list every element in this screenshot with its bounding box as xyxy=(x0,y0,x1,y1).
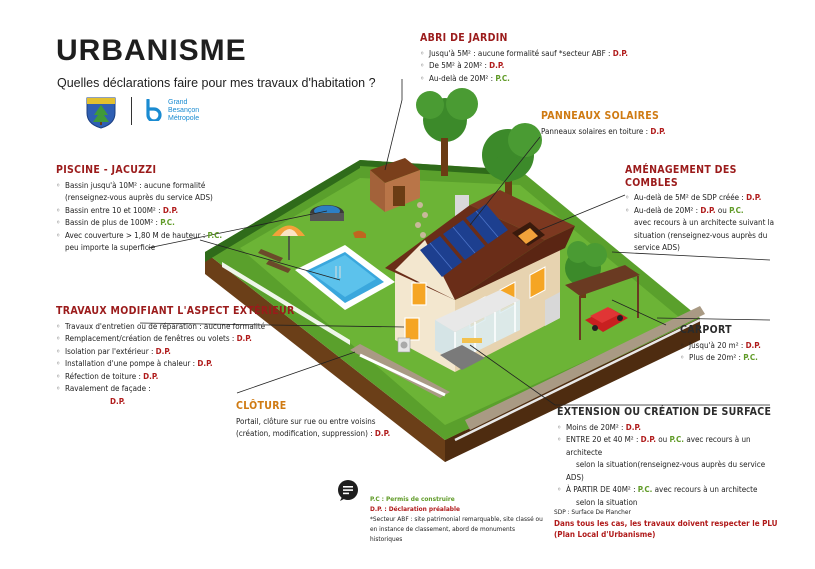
list-item: ◦ Bassin jusqu'à 10M² : aucune formalité (renseignez-vous auprès du service ADS) xyxy=(56,180,236,205)
section-travaux-exterieur xyxy=(56,305,296,408)
section-title: ABRI DE JARDIN xyxy=(420,32,508,44)
list-item xyxy=(56,205,236,218)
legend-sdp-text: SDP : Surface De Plancher xyxy=(554,508,631,516)
code-dp: D.P. xyxy=(143,371,159,381)
logo-line-2: Besançon xyxy=(168,107,200,114)
item-text: ou xyxy=(655,435,670,444)
item-text: (création, modification, suppression) : xyxy=(236,429,375,438)
logo-line-3: Métropole xyxy=(168,115,200,122)
list-item xyxy=(56,217,236,230)
list-item xyxy=(680,340,790,353)
list-item xyxy=(420,48,640,61)
section-title: AMÉNAGEMENT DES COMBLES xyxy=(625,164,737,189)
list-item xyxy=(557,434,782,484)
list-item xyxy=(420,60,640,73)
item-line: Portail, clôture sur rue ou entre voisins xyxy=(236,416,376,426)
item-text: Travaux d'entretien ou de réparation : aucune formalité xyxy=(65,321,266,331)
list-item xyxy=(56,333,296,346)
item-text: ENTRE 20 et 40 M² : xyxy=(566,435,641,444)
section-carport xyxy=(680,324,790,365)
legend-abf: *Secteur ABF : site patrimonial remarquable, site classé ou en instance de classement, abord de monuments historiques xyxy=(370,515,543,543)
code-dp: D.P. xyxy=(612,48,628,58)
code-dp: D.P. xyxy=(236,334,252,343)
chat-bubble-icon xyxy=(337,480,359,502)
section-combles xyxy=(625,164,785,255)
item-text: ou xyxy=(715,205,730,215)
page-title: URBANISME xyxy=(56,34,247,67)
section-abri-de-jardin xyxy=(420,32,640,85)
code-pc: P.C. xyxy=(637,485,653,494)
item-text: avec recours à un architecte xyxy=(652,485,758,494)
item-text: selon la situation xyxy=(576,497,638,507)
legend-sdp xyxy=(554,507,774,517)
item-text: De 5M² à 20M² : xyxy=(429,61,490,70)
list-item xyxy=(625,205,785,255)
section-title: PISCINE - JACUZZI xyxy=(56,164,157,176)
code-pc: P.C. xyxy=(160,218,175,227)
plu-notice: Dans tous les cas, les travaux doivent respecter le PLU (Plan Local d'Urbanisme) xyxy=(554,519,778,539)
code-dp: D.P. xyxy=(374,429,391,438)
item-text: Bassin entre 10 et 100M² : xyxy=(65,205,163,215)
code-dp: D.P. xyxy=(162,205,179,215)
legend-dp: D.P. : Déclaration préalable xyxy=(370,505,460,513)
item-text: Ravalement de façade : xyxy=(65,384,151,393)
list-item xyxy=(557,484,782,509)
item-text: Réfection de toiture : xyxy=(65,371,144,381)
code-dp: D.P. xyxy=(110,396,126,406)
item-text: Remplacement/création de fenêtres ou volets : xyxy=(65,334,237,343)
list-item xyxy=(625,192,785,205)
section-title: PANNEAUX SOLAIRES xyxy=(541,110,660,122)
section-title: CARPORT xyxy=(680,324,732,336)
item-text: Jusqu'à 5M² : aucune formalité sauf *secteur ABF : xyxy=(429,48,613,58)
list-item xyxy=(56,383,296,396)
item-text: Moins de 20M² : xyxy=(566,422,626,432)
legend-pc: P.C : Permis de construire xyxy=(370,495,455,503)
code-pc: P.C. xyxy=(207,230,223,240)
list-item xyxy=(56,371,296,384)
logo-line-1: Grand xyxy=(168,99,188,106)
item-text: Bassin de plus de 100M² : xyxy=(65,218,161,227)
item-text: selon la situation(renseignez-vous auprès du service ADS) xyxy=(566,460,766,482)
item-text: peu importe la superficie xyxy=(65,243,156,252)
code-dp: D.P. xyxy=(700,205,716,215)
code-dp: D.P. xyxy=(745,340,761,350)
item-text: Au-delà de 20M² : xyxy=(429,73,496,83)
list-item xyxy=(56,358,296,371)
section-title: TRAVAUX MODIFIANT L'ASPECT EXTÉRIEUR xyxy=(56,305,295,317)
list-item xyxy=(56,346,296,359)
item-text: Au-delà de 5M² de SDP créée : xyxy=(634,193,747,202)
list-item xyxy=(680,352,790,365)
legend xyxy=(370,494,545,544)
code-pc: P.C. xyxy=(669,435,685,444)
section-extension xyxy=(557,406,782,509)
code-dp: D.P. xyxy=(197,359,213,368)
code-dp: D.P. xyxy=(489,61,505,70)
code-dp: D.P. xyxy=(640,435,656,444)
list-item xyxy=(420,73,640,86)
section-panneaux-solaires xyxy=(541,110,731,138)
item-line xyxy=(541,126,731,139)
item-text: avec recours à un architecte xyxy=(566,435,751,457)
code-pc: P.C. xyxy=(729,205,744,215)
list-item xyxy=(557,422,782,435)
item-text: Isolation par l'extérieur : xyxy=(65,346,156,356)
section-piscine xyxy=(56,164,236,255)
item-line xyxy=(236,428,416,441)
item-text: Jusqu'à 20 m² : xyxy=(689,340,746,350)
item-text: Avec couverture > 1,80 M de hauteur : xyxy=(65,230,208,240)
code-dp: D.P. xyxy=(650,126,666,136)
list-item xyxy=(56,230,236,255)
code-pc: P.C. xyxy=(495,73,510,83)
list-item xyxy=(56,321,296,334)
section-title: EXTENSION OU CRÉATION DE SURFACE xyxy=(557,406,772,418)
section-cloture xyxy=(236,400,416,441)
code-dp: D.P. xyxy=(625,422,641,432)
section-title: CLÔTURE xyxy=(236,400,287,412)
item-text: Au-delà de 20M² : xyxy=(634,205,701,215)
item-text: Panneaux solaires en toiture : xyxy=(541,126,651,136)
page-subtitle: Quelles déclarations faire pour mes travaux d'habitation ? xyxy=(57,76,376,90)
code-dp: D.P. xyxy=(155,346,171,356)
item-text: À PARTIR DE 40M² : xyxy=(566,485,638,494)
code-dp: D.P. xyxy=(746,193,762,202)
item-text: avec recours à un architecte suivant la situation (renseignez-vous auprès du service ADS) xyxy=(634,218,775,252)
item-text: Plus de 20m² : xyxy=(689,353,744,362)
item-text: Installation d'une pompe à chaleur : xyxy=(65,359,198,368)
code-pc: P.C. xyxy=(743,353,758,362)
